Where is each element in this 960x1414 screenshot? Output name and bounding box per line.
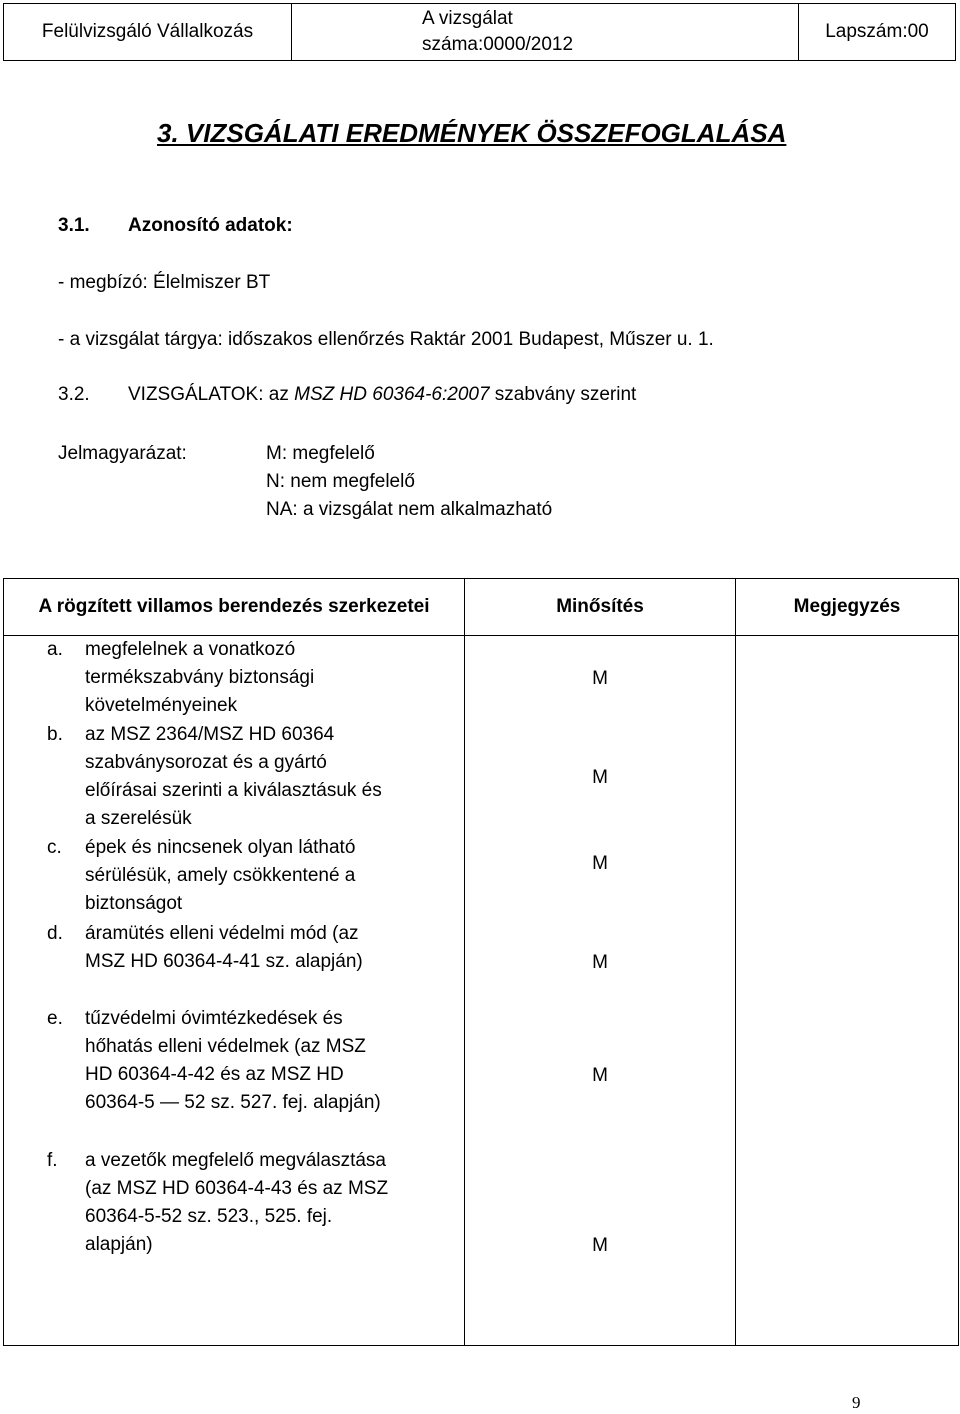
item-text: áramütés elleni védelmi mód (az MSZ HD 60364-4-41 sz. alapján)	[85, 923, 363, 972]
page-number: 9	[852, 1393, 861, 1412]
header-inspection-line2: száma:0000/2012	[422, 34, 574, 55]
list-item	[4, 1005, 464, 1147]
list-item	[4, 920, 464, 1005]
legend-values	[266, 440, 552, 524]
item-letter: a.	[47, 639, 63, 660]
subject-line: - a vizsgálat tárgya: időszakos ellenőrzés Raktár 2001 Budapest, Műszer u. 1.	[58, 329, 714, 350]
list-item	[4, 636, 464, 721]
item-letter: c.	[47, 837, 62, 858]
rating-value: M	[592, 767, 608, 788]
legend-m: M: megfelelő	[266, 443, 375, 464]
list-item	[4, 834, 464, 920]
section-inspections-standard: MSZ HD 60364-6:2007	[294, 384, 490, 405]
item-letter: f.	[47, 1150, 58, 1171]
header-sheet-number: Lapszám:00	[799, 4, 956, 61]
col-header-rating: Minősítés	[465, 579, 736, 636]
section-inspections-text-b: szabvány szerint	[489, 384, 637, 405]
section-inspections-number: 3.2.	[58, 384, 90, 405]
section-inspections-text-a: az	[263, 384, 295, 405]
item-text: az MSZ 2364/MSZ HD 60364 szabványsorozat és a gyártó előírásai szerinti a kiválasztásuk és a szerelésük	[85, 724, 382, 829]
rating-value: M	[592, 952, 608, 973]
rating-value: M	[592, 1065, 608, 1086]
document-header	[3, 3, 956, 61]
section-identification	[58, 215, 293, 237]
item-letter: d.	[47, 923, 63, 944]
item-letter: e.	[47, 1008, 63, 1029]
results-table	[3, 578, 959, 1346]
section-identification-label: Azonosító adatok:	[128, 215, 293, 236]
header-company: Felülvizsgáló Vállalkozás	[4, 4, 292, 61]
section-inspections	[58, 384, 636, 406]
remarks-cell	[736, 636, 959, 1346]
col-header-remarks: Megjegyzés	[736, 579, 959, 636]
item-text: a vezetők megfelelő megválasztása (az MSZ HD 60364-4-43 és az MSZ 60364-5-52 sz. 523., 525. fej. alapján)	[85, 1150, 389, 1255]
page-title: 3. VIZSGÁLATI EREDMÉNYEK ÖSSZEFOGLALÁSA	[157, 118, 787, 148]
section-identification-number: 3.1.	[58, 215, 90, 236]
list-item	[4, 1147, 464, 1259]
col-header-components: A rögzített villamos berendezés szerkezetei	[4, 579, 465, 636]
item-text: tűzvédelmi óvimtézkedések és hőhatás elleni védelmek (az MSZ HD 60364-4-42 és az MSZ HD 60364-5 — 52 sz. 527. fej. alapján)	[85, 1008, 381, 1113]
rating-value: M	[592, 668, 608, 689]
rating-value: M	[592, 1235, 608, 1256]
item-text: épek és nincsenek olyan látható sérülésük, amely csökkentené a biztonságot	[85, 837, 356, 914]
legend-n: N: nem megfelelő	[266, 471, 415, 492]
items-cell	[4, 636, 465, 1346]
item-text: megfelelnek a vonatkozó termékszabvány biztonsági követelményeinek	[85, 639, 315, 716]
header-inspection-line1: A vizsgálat	[422, 8, 513, 30]
list-item	[4, 721, 464, 834]
ratings-cell	[465, 636, 736, 1346]
header-inspection-number	[292, 4, 799, 61]
client-line: - megbízó: Élelmiszer BT	[58, 272, 271, 293]
legend-na: NA: a vizsgálat nem alkalmazható	[266, 499, 553, 520]
legend-label: Jelmagyarázat:	[58, 443, 187, 464]
rating-value: M	[592, 853, 608, 874]
section-inspections-label: VIZSGÁLATOK:	[128, 384, 264, 405]
item-letter: b.	[47, 724, 63, 745]
